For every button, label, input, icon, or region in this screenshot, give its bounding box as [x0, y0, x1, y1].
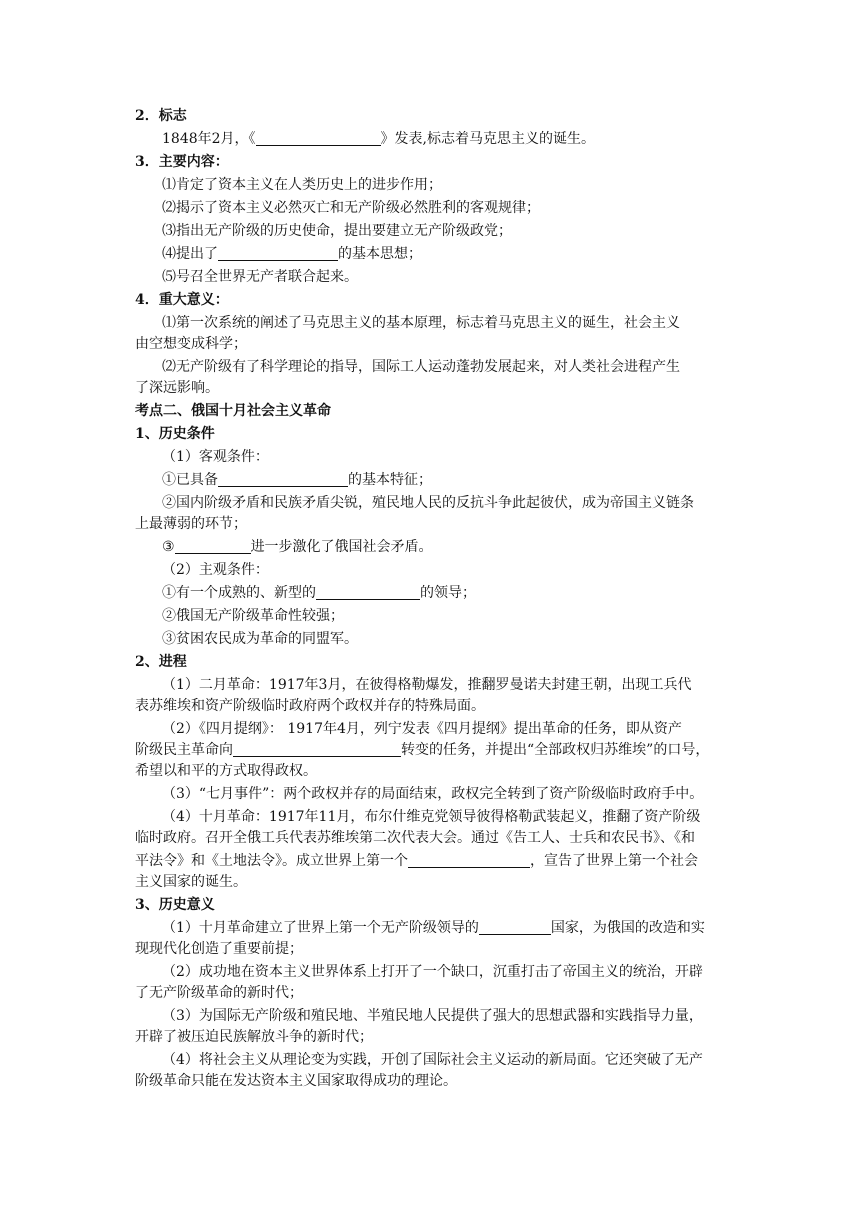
section-heading-4: 4．重大意义：	[135, 292, 229, 308]
fill-blank[interactable]	[233, 742, 401, 757]
list-item: ⑶指出无产阶级的历史使命，提出要建立无产阶级政党；	[162, 223, 512, 239]
list-item: ③ 进一步激化了俄国社会矛盾。	[162, 539, 433, 555]
paragraph-line: ⑵无产阶级有了科学理论的指导，国际工人运动蓬勃发展起来，对人类社会进程产生	[162, 359, 680, 375]
paragraph-line: 现现代化创造了重要前提；	[135, 941, 303, 957]
paragraph-line: （4）将社会主义从理论变为实践，开创了国际社会主义运动的新局面。它还突破了无产	[162, 1052, 703, 1068]
fill-blank[interactable]	[256, 131, 381, 146]
paragraph-line: 阶级革命只能在发达资本主义国家取得成功的理论。	[135, 1073, 457, 1089]
list-item: ⑷提出了 的基本思想；	[162, 246, 422, 262]
paragraph-line: 了无产阶级革命的新时代；	[135, 985, 303, 1001]
paragraph-line: 平法令》和《土地法令》。成立世界上第一个 ，宣告了世界上第一个社会	[135, 853, 698, 869]
paragraph-line: （4）十月革命：1917年11月，布尔什维克党领导彼得格勒武装起义，推翻了资产阶级	[162, 809, 701, 825]
fill-blank[interactable]	[218, 246, 338, 261]
paragraph-line: 主义国家的诞生。	[135, 874, 247, 890]
paragraph-line: （2）成功地在资本主义世界体系上打开了一个缺口，沉重打击了帝国主义的统治，开辟	[162, 964, 703, 980]
list-item: ⑴肯定了资本主义在人类历史上的进步作用；	[162, 177, 442, 193]
fill-blank[interactable]	[408, 853, 530, 868]
paragraph-line: （3）“七月事件”：两个政权并存的局面结束，政权完全转到了资产阶级临时政府手中。	[162, 786, 704, 802]
subheading-objective: （1）客观条件：	[162, 449, 269, 465]
fill-blank[interactable]	[218, 472, 348, 487]
paragraph-line: 表苏维埃和资产阶级临时政府两个政权并存的特殊局面。	[135, 698, 485, 714]
subheading-subjective: （2）主观条件：	[162, 562, 269, 578]
paragraph-line: 由空想变成科学；	[135, 336, 247, 352]
paragraph-line: 临时政府。召开全俄工兵代表苏维埃第二次代表大会。通过《告工人、士兵和农民书》、《和	[135, 830, 695, 846]
list-item: ③贫困农民成为革命的同盟军。	[162, 631, 358, 647]
fill-blank[interactable]	[479, 920, 551, 935]
section-heading-3: 3．主要内容：	[135, 154, 229, 170]
list-item: ②俄国无产阶级革命性较强；	[162, 608, 344, 624]
subheading-process: 2、进程	[135, 654, 187, 670]
paragraph-line: （1）十月革命建立了世界上第一个无产阶级领导的 国家，为俄国的改造和实	[162, 920, 705, 936]
list-item: ⑵揭示了资本主义必然灭亡和无产阶级必然胜利的客观规律；	[162, 200, 540, 216]
fill-blank[interactable]	[316, 585, 420, 600]
paragraph-line: ⑴第一次系统的阐述了马克思主义的基本原理，标志着马克思主义的诞生，社会主义	[162, 315, 680, 331]
list-item: ①已具备 的基本特征；	[162, 472, 432, 488]
paragraph-line: ②国内阶级矛盾和民族矛盾尖锐，殖民地人民的反抗斗争此起彼伏，成为帝国主义链条	[162, 495, 694, 511]
paragraph-line: （1）二月革命：1917年3月，在彼得格勒爆发，推翻罗曼诺夫封建王朝，出现工兵代	[162, 677, 692, 693]
topic-title: 考点二、俄国十月社会主义革命	[135, 403, 331, 419]
paragraph-line: （2）《四月提纲》： 1917年4月，列宁发表《四月提纲》提出革命的任务，即从资产	[162, 721, 682, 737]
paragraph-line: （3）为国际无产阶级和殖民地、半殖民地人民提供了强大的思想武器和实践指导力量，	[162, 1008, 703, 1024]
list-item: ①有一个成熟的、新型的 的领导；	[162, 585, 476, 601]
section-heading-2: 2．标志	[135, 108, 187, 124]
paragraph-line: 开辟了被压迫民族解放斗争的新时代；	[135, 1029, 373, 1045]
subheading-significance: 3、历史意义	[135, 897, 215, 913]
paragraph-line: 希望以和平的方式取得政权。	[135, 763, 317, 779]
paragraph-sign: 1848年2月，《 》发表,标志着马克思主义的诞生。	[162, 131, 595, 147]
list-item: ⑸号召全世界无产者联合起来。	[162, 269, 358, 285]
fill-blank[interactable]	[175, 539, 251, 554]
paragraph-line: 阶级民主革命向 转变的任务，并提出“全部政权归苏维埃”的口号，	[135, 742, 710, 758]
subheading-conditions: 1、历史条件	[135, 426, 215, 442]
paragraph-line: 上最薄弱的环节；	[135, 516, 247, 532]
paragraph-line: 了深远影响。	[135, 380, 219, 396]
